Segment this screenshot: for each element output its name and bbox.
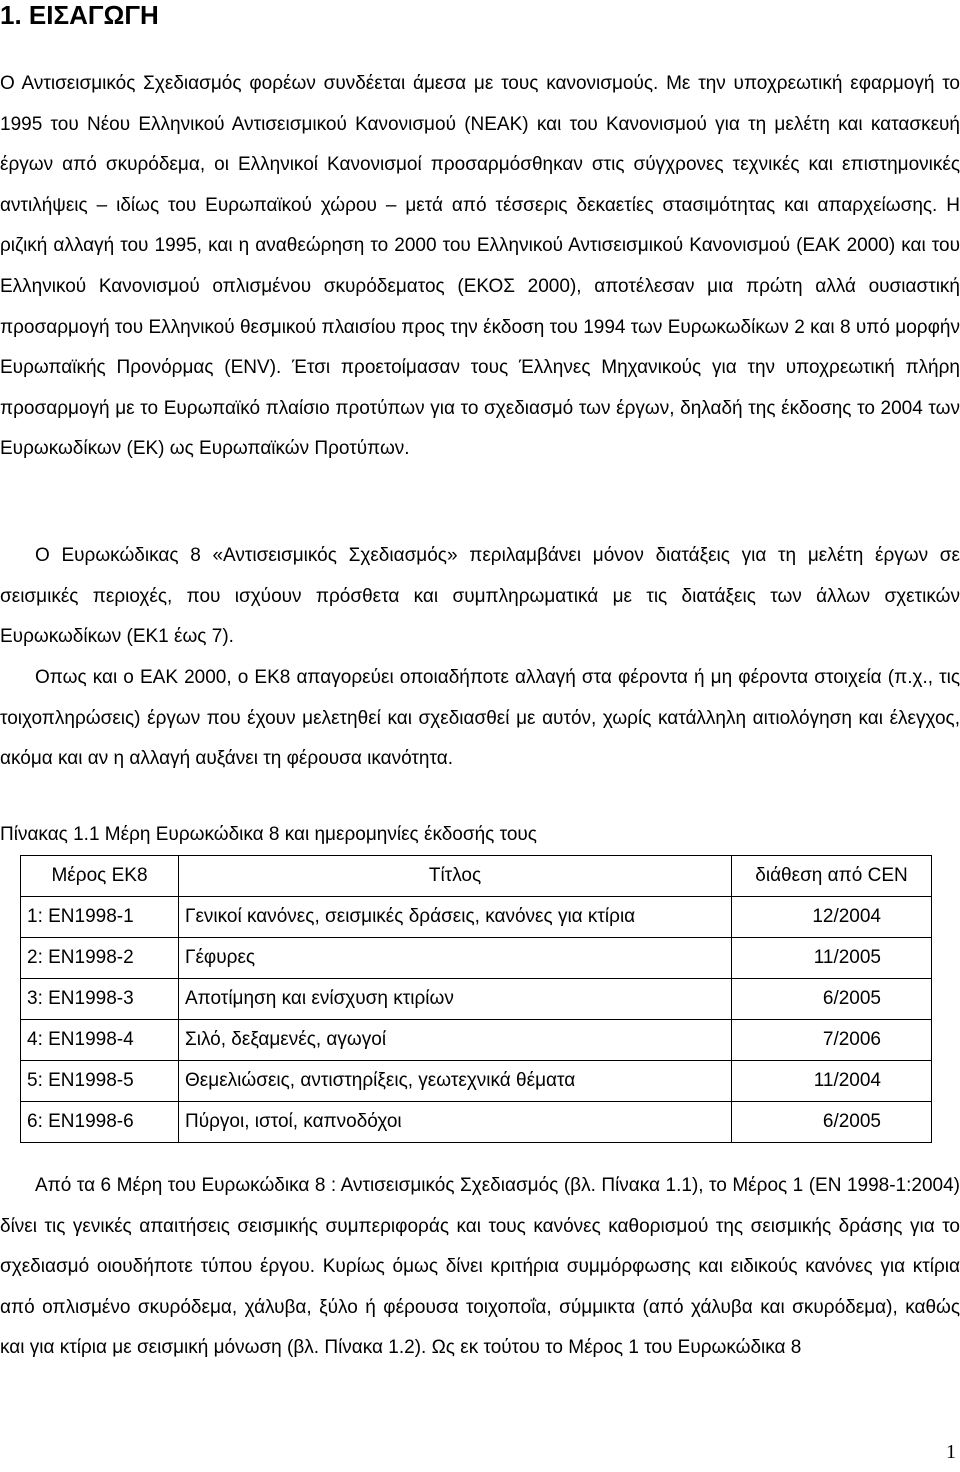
paragraph-part1-description: Από τα 6 Μέρη του Ευρωκώδικα 8 : Αντισεισμικός Σχεδιασμός (βλ. Πίνακα 1.1), το Μέρος 1 (EN 1998-1:2004) δίνει τις γενικές απαιτήσεις σεισμικής συμπεριφοράς και τους κανόνες καθορισμού της σεισμικής δράσης για το σχεδιασμό οιουδήποτε τύπου έργου. Κυρίως όμως δίνει κριτήρια συμμόρφωσης και ειδικούς κανόνες για κτίρια από οπλισμένο σκυρόδεμα, χάλυβα, ξύλο ή φέρουσα τοιχοποΐα, σύμμικτα (από χάλυβα και σκυρόδεμα), καθώς και για κτίρια με σεισμική μόνωση (βλ. Πίνακα 1.2). Ως εκ τούτου το Μέρος 1 του Ευρωκώδικα 8 <box>0 1175 960 1359</box>
header-title: Τίτλος <box>179 856 732 897</box>
cell-date: 12/2004 <box>732 897 932 938</box>
cell-title: Γενικοί κανόνες, σεισμικές δράσεις, κανόνες για κτίρια <box>179 897 732 938</box>
cell-title: Αποτίμηση και ενίσχυση κτιρίων <box>179 979 732 1020</box>
table-header-row <box>21 856 932 897</box>
cell-title: Γέφυρες <box>179 938 732 979</box>
table-row <box>21 897 932 938</box>
cell-date: 6/2005 <box>732 979 932 1020</box>
cell-date: 11/2004 <box>732 1061 932 1102</box>
eurocode8-parts-table <box>20 855 932 1143</box>
header-part: Μέρος ΕΚ8 <box>21 856 179 897</box>
table-row <box>21 938 932 979</box>
table-caption: Πίνακας 1.1 Μέρη Ευρωκώδικα 8 και ημερομηνίες έκδοσής τους <box>0 824 537 845</box>
cell-title: Θεμελιώσεις, αντιστηρίξεις, γεωτεχνικά θέματα <box>179 1061 732 1102</box>
paragraph-introduction: Ο Αντισεισμικός Σχεδιασμός φορέων συνδέεται άμεσα με τους κανονισμούς. Με την υποχρεωτική εφαρμογή το 1995 του Νέου Ελληνικού Αντισεισμικού Κανονισμού (ΝΕΑΚ) και του Κανονισμού για τη μελέτη και κατασκευή έργων από σκυρόδεμα, οι Ελληνικοί Κανονισμοί προσαρμόσθηκαν στις σύγχρονες τεχνικές και επιστημονικές αντιλήψεις – ιδίως του Ευρωπαϊκού χώρου – μετά από τέσσερις δεκαετίες στασιμότητας και απαρχείωσης. Η ριζική αλλαγή του 1995, και η αναθεώρηση το 2000 του Ελληνικού Αντισεισμικού Κανονισμού (ΕΑΚ 2000) και του Ελληνικού Κανονισμού οπλισμένου σκυρόδεματος (ΕΚΟΣ 2000), αποτέλεσαν μια πρώτη αλλά ουσιαστική προσαρμογή του Ελληνικού θεσμικού πλαισίου προς την έκδοση του 1994 των Ευρωκωδίκων 2 και 8 υπό μορφήν Ευρωπαϊκής Προνόρμας (ENV). Έτσι προετοίμασαν τους Έλληνες Μηχανικούς για την υποχρεωτική πλήρη προσαρμογή με το Ευρωπαϊκό πλαίσιο προτύπων για το σχεδιασμό των έργων, δηλαδή της έκδοσης το 2004 των Ευρωκωδίκων (ΕΚ) ως Ευρωπαϊκών Προτύπων. <box>0 73 960 460</box>
paragraph-modification-prohibition: Οπως και ο ΕΑΚ 2000, ο ΕΚ8 απαγορεύει οποιαδήποτε αλλαγή στα φέροντα ή μη φέροντα στοιχεία (π.χ., τις τοιχοπληρώσεις) έργων που έχουν μελετηθεί και σχεδιασθεί με αυτόν, χωρίς κατάλληλη αιτιολόγηση και έλεγχος, ακόμα και αν η αλλαγή αυξάνει τη φέρουσα ικανότητα. <box>0 667 960 770</box>
cell-part: 6: EN1998-6 <box>21 1102 179 1143</box>
page-number: 1 <box>946 1441 956 1463</box>
cell-part: 4: EN1998-4 <box>21 1020 179 1061</box>
cell-title: Σιλό, δεξαμενές, αγωγοί <box>179 1020 732 1061</box>
cell-date: 7/2006 <box>732 1020 932 1061</box>
cell-title: Πύργοι, ιστοί, καπνοδόχοι <box>179 1102 732 1143</box>
header-date: διάθεση από CEN <box>732 856 932 897</box>
cell-part: 3: EN1998-3 <box>21 979 179 1020</box>
cell-part: 2: EN1998-2 <box>21 938 179 979</box>
cell-date: 6/2005 <box>732 1102 932 1143</box>
section-title: 1. ΕΙΣΑΓΩΓΗ <box>0 0 159 30</box>
cell-date: 11/2005 <box>732 938 932 979</box>
paragraph-eurocode8-scope: Ο Ευρωκώδικας 8 «Αντισεισμικός Σχεδιασμός» περιλαμβάνει μόνον διατάξεις για τη μελέτη έργων σε σεισμικές περιοχές, που ισχύουν πρόσθετα και συμπληρωματικά με τις διατάξεις των άλλων σχετικών Ευρωκωδίκων (ΕΚ1 έως 7). <box>0 545 960 648</box>
cell-part: 5: EN1998-5 <box>21 1061 179 1102</box>
cell-part: 1: EN1998-1 <box>21 897 179 938</box>
table-row <box>21 1020 932 1061</box>
table-row <box>21 979 932 1020</box>
table-row <box>21 1102 932 1143</box>
table-row <box>21 1061 932 1102</box>
